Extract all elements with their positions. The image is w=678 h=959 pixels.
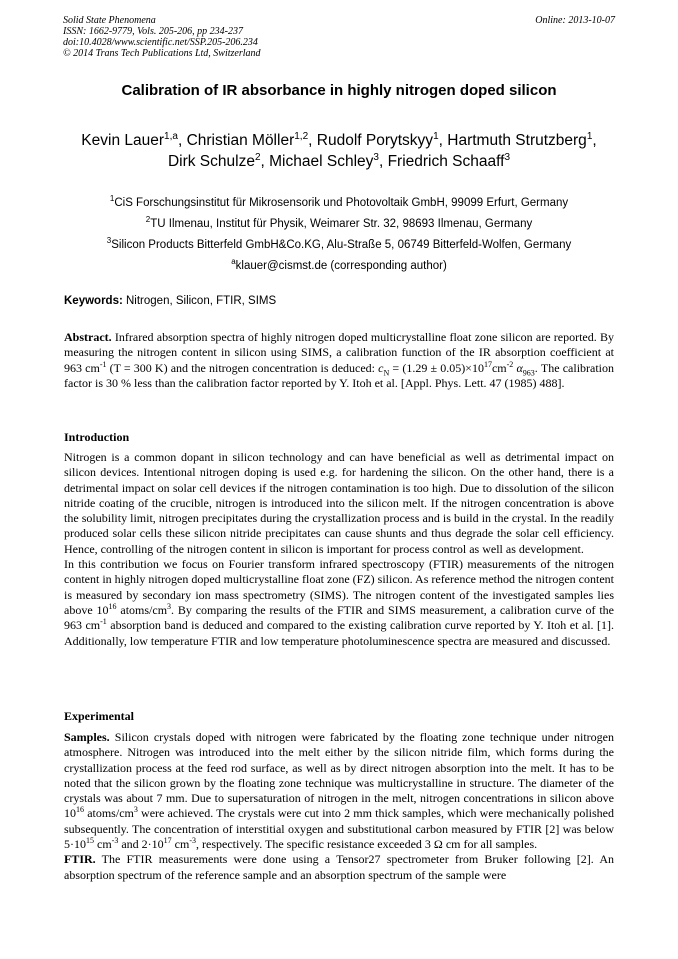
section-heading-introduction: Introduction <box>64 430 130 444</box>
abstract-label: Abstract. <box>64 330 112 344</box>
copyright-line: © 2014 Trans Tech Publications Ltd, Switzerland <box>63 48 261 59</box>
author: Friedrich Schaaff$^3$ <box>387 151 511 170</box>
affiliation: $^3$Silicon Products Bitterfeld GmbH&Co.KG, Alu-Straße 5, 06749 Bitterfeld-Wolfen, Germany <box>106 236 572 251</box>
author: Hartmuth Strutzberg$^1$, <box>447 130 597 149</box>
affiliation-list <box>30 193 648 277</box>
author: Dirk Schulze$^2$, <box>167 151 270 170</box>
paper-title: Calibration of IR absorbance in highly nitrogen doped silicon <box>121 82 557 99</box>
journal-header <box>63 15 261 59</box>
section-heading-experimental: Experimental <box>64 709 134 723</box>
experimental-text: Samples. Silicon crystals doped with nitrogen were fabricated by the floating zone technique under nitrogen atmosphere. Nitrogen was introduced into the melt either by the silicon nitride film, which forms during the crystallization process at the feed rod surface, as well as by direct nitrogen absorption into the melt. It has to be noted that the silicon grown by the floating zone technique was multicrystalline in structure. The diameter of the crystals was about 7 mm. Due to supersaturation of nitrogen in the melt, nitrogen concentrations in silicon above $10^{16}$ atoms/$cm^3$ were achieved. The crystals were cut into 2 mm thick samples, which were mechanically polished subsequently. The concentration of interstitial oxygen and substitutional carbon measured by FTIR [2] was below $5\cdot 10^{15}$ $cm^{-3}$ and $2\cdot 10^{17}$ $cm^{-3}$, respectively. The specific resistance exceeded 3 Ω cm for all samples. FTIR. The FTIR measurements were done using a Tensor27 spectrometer from Bruker following [2]. An absorption spectrum of the reference sample and an absorption spectrum of the sample were <box>64 730 614 882</box>
keywords: Keywords: Nitrogen, Silicon, FTIR, SIMS <box>64 295 277 307</box>
issn-line: ISSN: 1662-9779, Vols. 205-206, pp 234-237 <box>63 26 243 37</box>
corresponding-email: $^a$klauer@cismst.de (corresponding author) <box>231 257 447 272</box>
affiliation: $^2$TU Ilmenau, Institut für Physik, Weimarer Str. 32, 98693 Ilmenau, Germany <box>145 215 533 230</box>
affiliation: $^1$CiS Forschungsinstitut für Mikrosensorik und Photovoltaik GmbH, 99099 Erfurt, Germany <box>109 194 569 209</box>
author: Rudolf Porytskyy$^1$, <box>316 130 448 149</box>
author: Michael Schley$^3$, <box>269 151 388 170</box>
author: Kevin Lauer$^{1,a}$, <box>81 130 187 149</box>
doi-line: doi:10.4028/www.scientific.net/SSP.205-206.234 <box>63 37 258 48</box>
author-list <box>40 130 638 172</box>
online-date: Online: 2013-10-07 <box>535 15 615 26</box>
author: Christian Möller$^{1,2}$, <box>186 130 317 149</box>
introduction-text: Nitrogen is a common dopant in silicon technology and can have beneficial as well as detrimental impact on silicon devices. Intentional nitrogen doping is used e.g. for hardening the silicon. On the other hand, there is a detrimental impact on solar cell devices if the nitrogen contamination is too high. Due to dissolution of the silicon nitride coating of the crucible, nitrogen is introduced into the silicon melt. If the nitrogen concentration is above the solubility limit, nitrogen precipitates during the crystallization process and is build in the crystal. In the readily produced solar cells these silicon nitride precipitates can cause shunts and thus degrade the solar cell efficiency. Hence, controlling of the nitrogen content in silicon is important for process control as well as development. In this contribution we focus on Fourier transform infrared spectroscopy (FTIR) measurements of the nitrogen content in highly nitrogen doped multicrystalline float zone (FZ) silicon. As reference method the nitrogen content is measured by secondary ion mass spectrometry (SIMS). The nitrogen content of the investigated samples lies above $10^{16}$ atoms/$cm^3$. By comparing the results of the FTIR and SIMS measurement, a calibration curve of the 963 $cm^{-1}$ absorption band is deduced and compared to the existing calibration curve reported by Y. Itoh et al. [1]. Additionally, low temperature FTIR and low temperature photoluminescence spectra are measured and discussed. <box>64 450 614 648</box>
abstract: Abstract. Infrared absorption spectra of highly nitrogen doped multicrystalline float zone silicon are reported. By measuring the nitrogen content in silicon using SIMS, a calibration function of the IR absorption coefficient at 963 $cm^{-1}$ (T = 300 K) and the nitrogen concentration is deduced: $c_N = (1.29 \pm 0.05)\times 10^{17}cm^{-2}$ $\alpha_{963}$. The calibration factor is 30 % less than the calibration factor reported by Y. Itoh et al. [Appl. Phys. Lett. 47 (1985) 488]. <box>64 330 615 390</box>
journal-name: Solid State Phenomena <box>63 15 156 26</box>
